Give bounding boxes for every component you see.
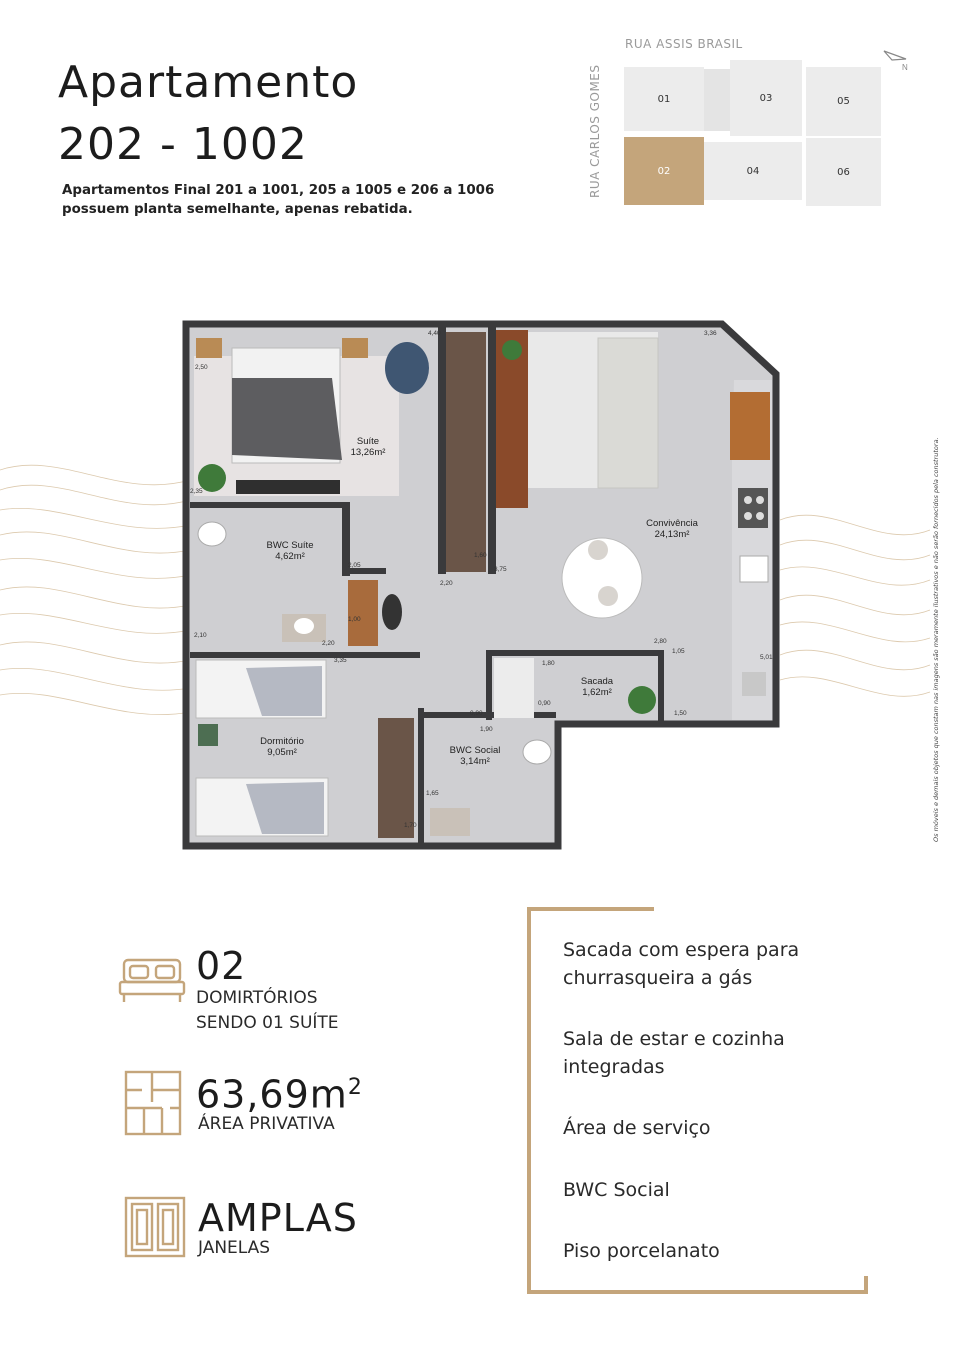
disclaimer: Os móveis e demais objetos que constam nas imagens são meramente ilustrativos e não serão fornecidos pela construtora. [932,437,940,842]
street-left-label: RUA CARLOS GOMES [588,64,602,198]
room-sacada-area: 1,62m² [582,687,612,698]
dim-label: 2,10 [194,632,207,639]
dim-label: 1,90 [480,726,493,733]
dim-label: 2,50 [195,364,208,371]
dim-label: 0,90 [470,710,483,717]
dim-label: 1,50 [674,710,687,717]
room-suite-name: Suíte [356,436,380,447]
room-dormitorio [250,736,314,758]
bedrooms-label-line-1: DOMIRTÓRIOS [196,988,318,1008]
dim-label: 4,40 [428,330,441,337]
room-bwc-suite [254,540,326,562]
room-sacada-name: Sacada [580,676,614,687]
bed-icon [118,954,186,1010]
dim-label: 2,80 [654,638,667,645]
feature-item: Área de serviço [563,1117,711,1139]
room-bwc-social-area: 3,14m² [460,756,490,767]
room-bwc-suite-name: BWC Suíte [266,540,314,551]
feature-item: Sacada com espera para churrasqueira a gás [563,939,800,989]
north-letter: N [902,63,908,72]
bedrooms-number: 02 [196,944,247,988]
title-line-1: Apartamento [58,57,359,108]
north-arrow [882,48,910,76]
unit-06: 06 [806,138,881,206]
room-dormitorio-area: 9,05m² [267,747,297,758]
area-label: ÁREA PRIVATIVA [198,1114,335,1134]
room-bwc-suite-area: 4,62m² [275,551,305,562]
room-sacada [570,676,624,698]
dim-label: 1,70 [404,822,417,829]
windows-label: JANELAS [198,1238,271,1258]
unit-01: 01 [624,67,704,131]
room-convivencia-name: Convivência [646,518,698,529]
area-value: 63,69m [196,1072,348,1117]
dim-label: 3,35 [334,657,347,664]
floor-plan [182,320,782,850]
unit-04: 04 [704,142,802,200]
title-line-2: 202 - 1002 [58,119,308,170]
windows-title: AMPLAS [198,1196,358,1240]
unit-02: 02 [624,137,704,205]
dim-label: 0,90 [538,700,551,707]
dim-label: 3,36 [704,330,717,337]
floor-plan-drawing [182,320,782,850]
dim-label: 2,35 [190,488,203,495]
room-convivencia-area: 24,13m² [654,529,690,540]
dim-label: 1,60 [474,552,487,559]
subtitle: Apartamentos Final 201 a 1001, 205 a 1005 e 206 a 1006 possuem planta semelhante, apenas rebatida. [62,183,495,217]
feature-item: Sala de estar e cozinha integradas [563,1028,785,1078]
room-convivencia [638,518,706,540]
dim-label: 2,05 [348,562,361,569]
dim-label: 1,05 [672,648,685,655]
window-icon [122,1194,188,1264]
area-unit-sup: 2 [347,1075,363,1100]
page-title [58,52,358,176]
dim-label: 1,00 [348,616,361,623]
area-number [196,1068,363,1115]
key-plan [624,60,882,208]
room-bwc-social [440,745,510,767]
bedrooms-label-line-2: SENDO 01 SUÍTE [196,1013,339,1033]
dim-label: 1,80 [542,660,555,667]
unit-01-annex [704,69,730,131]
room-suite-area: 13,26m² [350,447,386,458]
feature-item: BWC Social [563,1179,670,1201]
dim-label: 5,01 [760,654,773,661]
street-top-label: RUA ASSIS BRASIL [625,37,743,51]
room-bwc-social-name: BWC Social [449,745,501,756]
room-suite [342,436,394,458]
north-arrow-icon [882,48,910,72]
floorplan-icon [122,1068,184,1142]
feature-item: Piso porcelanato [563,1240,720,1262]
dim-label: 2,20 [322,640,335,647]
room-dormitorio-name: Dormitório [260,736,304,747]
dim-label: 1,65 [426,790,439,797]
dim-label: 2,20 [440,580,453,587]
unit-03: 03 [730,60,802,136]
unit-05: 05 [806,67,881,136]
bedrooms-label [196,986,339,1036]
dim-label: 3,75 [494,566,507,573]
